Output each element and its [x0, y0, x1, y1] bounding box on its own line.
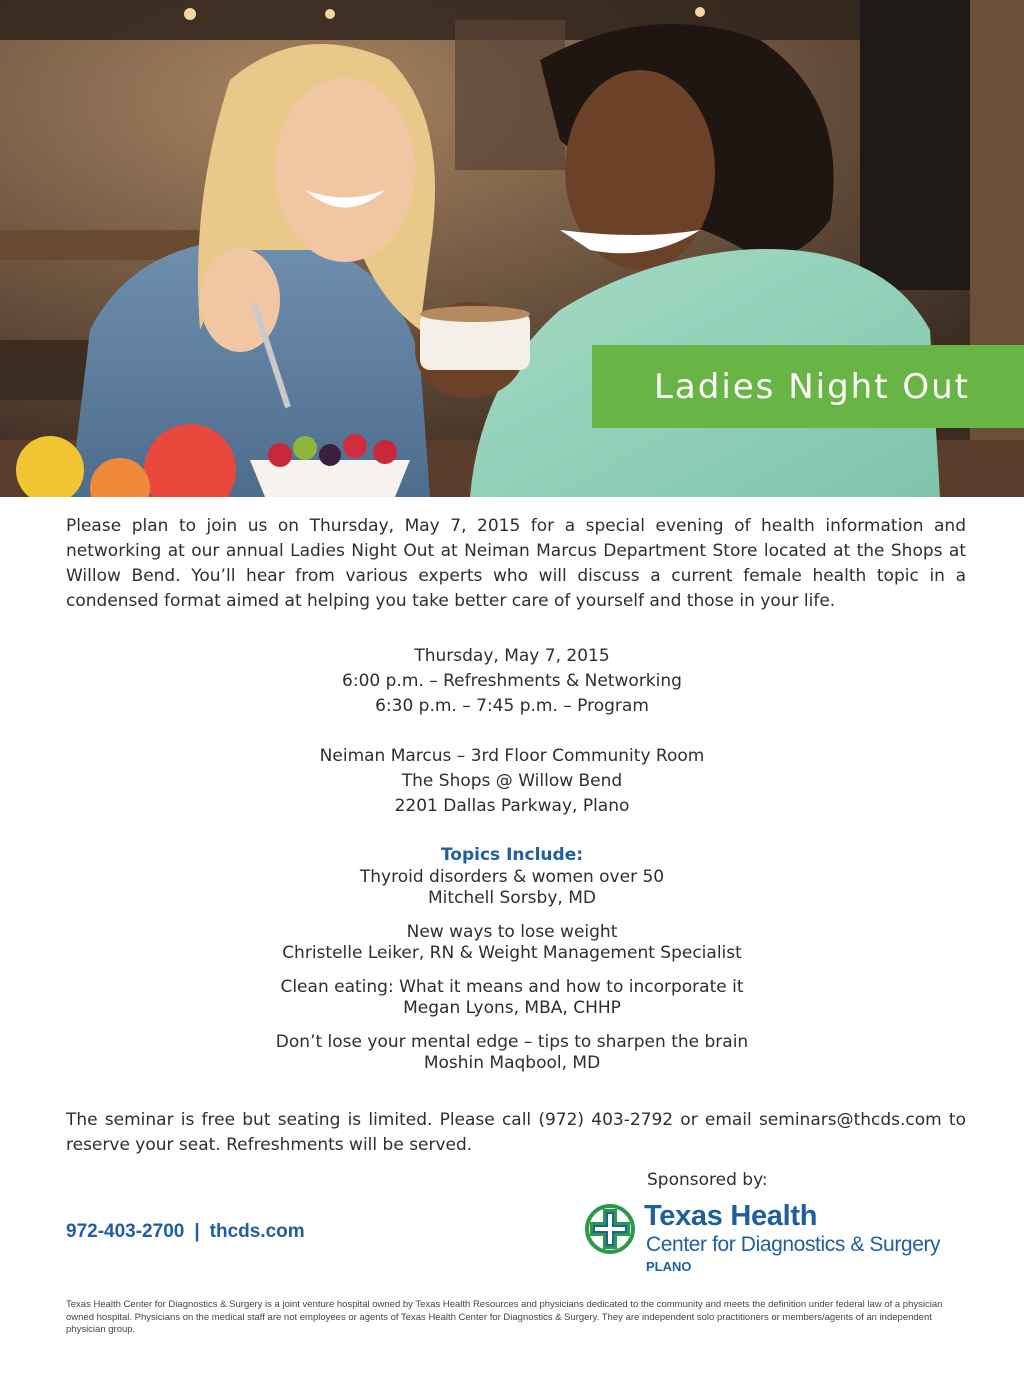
- contact-line: [66, 1221, 305, 1243]
- venue-name: Neiman Marcus – 3rd Floor Community Room: [319, 746, 705, 766]
- topic-item: [0, 977, 1024, 1019]
- sponsored-label: Sponsored by:: [647, 1170, 768, 1190]
- topic-speaker: Moshin Maqbool, MD: [423, 1053, 601, 1073]
- sponsor-city: PLANO: [646, 1259, 692, 1274]
- topic-item: [0, 1032, 1024, 1074]
- topic-speaker: Megan Lyons, MBA, CHHP: [403, 998, 621, 1018]
- intro-paragraph: Please plan to join us on Thursday, May 7, 2015 for a special evening of health information and networking at our annual Ladies Night Out at Neiman Marcus Department Store located at the Shops at Willow Bend. You’ll hear from various experts who will discuss a current female health topic in a condensed format aimed at helping you take better care of yourself and those in your life.: [66, 516, 966, 611]
- topics-block: [0, 844, 1024, 1087]
- sponsor-logo: [584, 1200, 964, 1278]
- event-date: Thursday, May 7, 2015: [414, 646, 610, 666]
- topic-title: Don’t lose your mental edge – tips to sharpen the brain: [275, 1032, 749, 1052]
- hero-photo: [0, 0, 1024, 497]
- contact-separator: |: [194, 1221, 200, 1242]
- title-banner: [592, 345, 1024, 428]
- schedule-line: 6:00 p.m. – Refreshments & Networking: [342, 671, 682, 691]
- topic-speaker: Mitchell Sorsby, MD: [428, 888, 596, 908]
- topic-title: Thyroid disorders & women over 50: [359, 867, 665, 887]
- location-block: [0, 744, 1024, 819]
- website-link[interactable]: thcds.com: [209, 1221, 305, 1242]
- legal-disclaimer: Texas Health Center for Diagnostics & Surgery is a joint venture hospital owned by Texas Health Resources and physicians dedicated to the community and meets the definition under federal law of a physician owned hospital. Physicians on the medical staff are not employees or agents of Texas Health Center for Diagnostics & Surgery. They are independent solo practitioners or members/agents of an independent physician group.: [66, 1299, 943, 1335]
- venue-mall: The Shops @ Willow Bend: [401, 771, 623, 791]
- closing-paragraph: The seminar is free but seating is limited. Please call (972) 403-2792 or email seminars@thcds.com to reserve your seat. Refreshments will be served.: [66, 1110, 966, 1155]
- schedule-line: 6:30 p.m. – 7:45 p.m. – Program: [375, 696, 649, 716]
- phone-link[interactable]: 972-403-2700: [66, 1221, 185, 1242]
- topics-heading: Topics Include:: [440, 845, 584, 865]
- topic-item: [0, 867, 1024, 909]
- event-title: Ladies Night Out: [653, 366, 970, 407]
- schedule-block: [0, 644, 1024, 719]
- topic-title: Clean eating: What it means and how to incorporate it: [280, 977, 744, 997]
- sponsor-subtitle: Center for Diagnostics & Surgery: [646, 1233, 941, 1256]
- texas-health-cross-icon: [584, 1203, 636, 1255]
- topic-item: [0, 922, 1024, 964]
- topic-speaker: Christelle Leiker, RN & Weight Management Specialist: [282, 943, 742, 963]
- sponsor-name: Texas Health: [644, 1200, 818, 1232]
- venue-address: 2201 Dallas Parkway, Plano: [394, 796, 630, 816]
- topic-title: New ways to lose weight: [406, 922, 618, 942]
